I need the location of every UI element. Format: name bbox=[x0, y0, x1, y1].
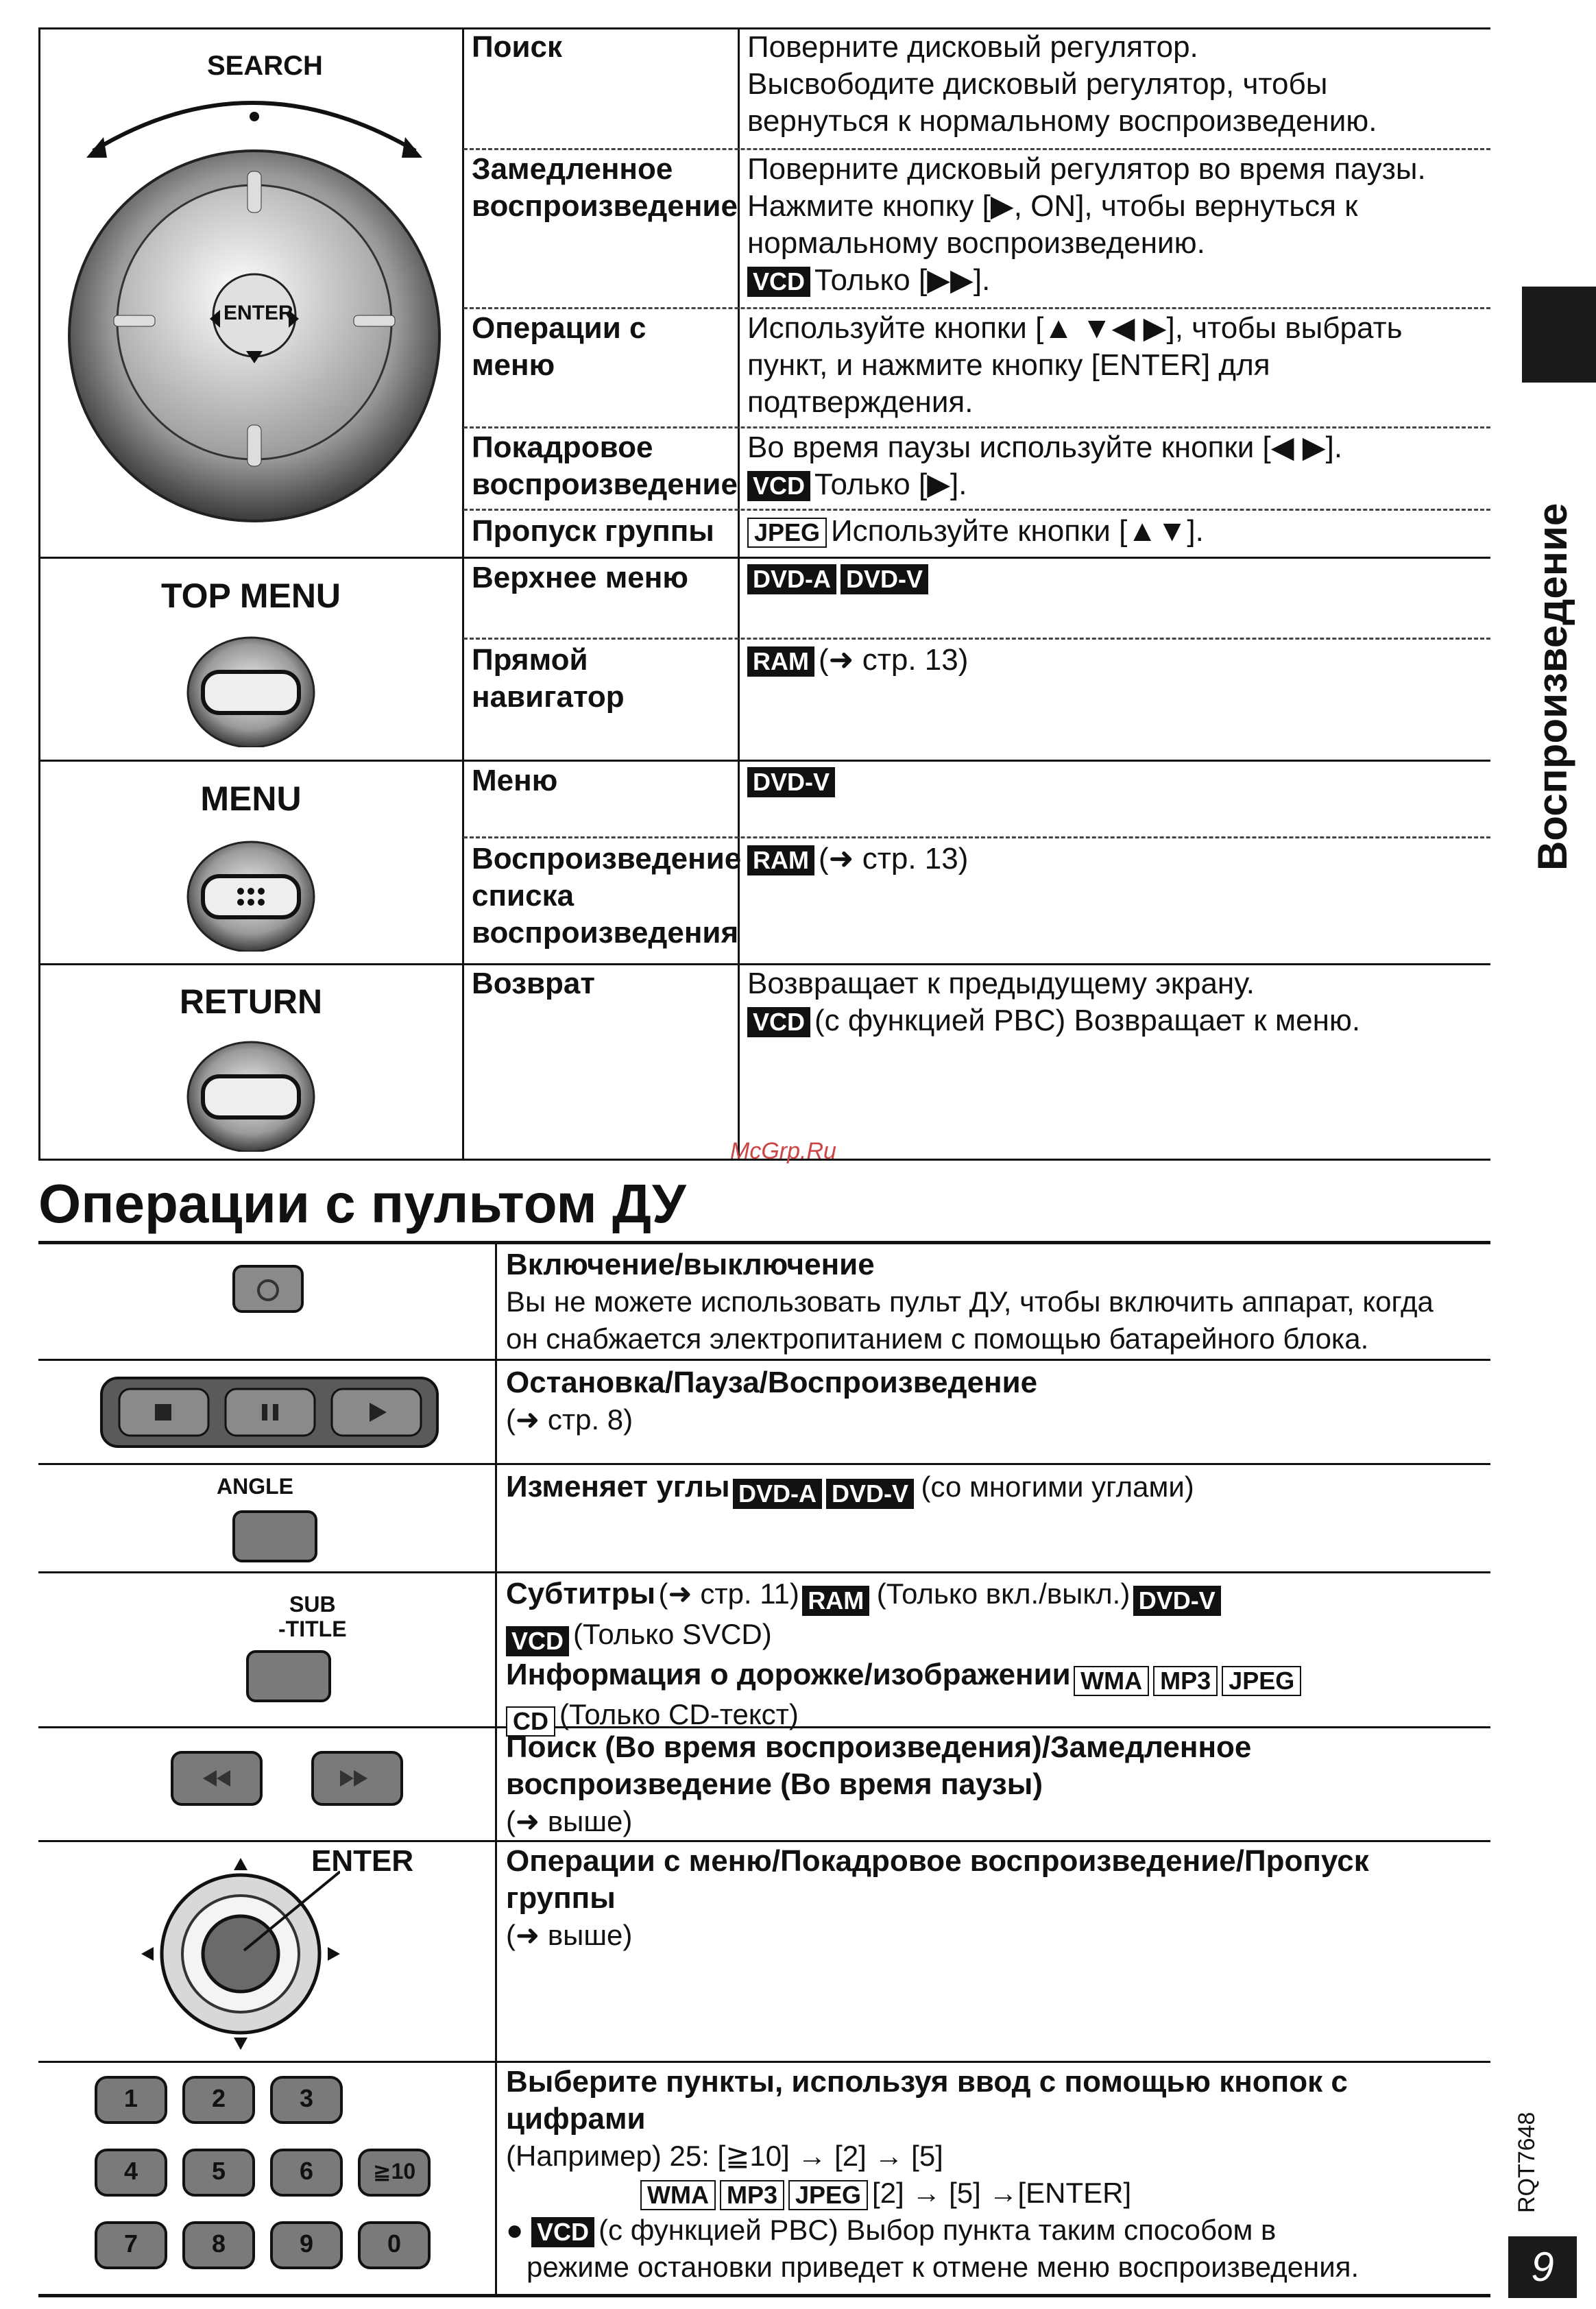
subtitle-svcd-note: (Только SVCD) bbox=[573, 1617, 772, 1650]
enter-button-caption: ENTER bbox=[223, 302, 293, 324]
desc-line: Используйте кнопки [▲ ▼◀ ▶], чтобы выбрать bbox=[747, 311, 1403, 345]
desc-group-skip bbox=[747, 513, 1204, 550]
key-label: ≧10 bbox=[372, 2159, 416, 2184]
return-caption: RETURN bbox=[179, 982, 323, 1021]
stop-pause-play-buttons[interactable] bbox=[99, 1375, 442, 1451]
ram-badge: RAM bbox=[802, 1586, 869, 1616]
return-button[interactable] bbox=[182, 1035, 319, 1152]
desc-text: (➜ стр. 13) bbox=[818, 643, 969, 677]
key-label: 9 bbox=[299, 2229, 314, 2258]
desc-line: нормальному воспроизведению. bbox=[747, 226, 1205, 260]
numeric-cell bbox=[506, 2064, 1486, 2286]
table-bottom-border bbox=[38, 2294, 1490, 2297]
num-example-2: [2] → [5] →[ENTER] bbox=[872, 2177, 1132, 2209]
desc-slow bbox=[747, 151, 1426, 299]
desc-line: пункт, и нажмите кнопку [ENTER] для bbox=[747, 348, 1270, 382]
label-menu: Меню bbox=[472, 764, 558, 797]
label-direct-navigator bbox=[472, 642, 625, 716]
menu-ops-cell bbox=[506, 1843, 1369, 1954]
numeric-key-1[interactable] bbox=[93, 2075, 169, 2130]
power-cell bbox=[506, 1246, 1434, 1357]
angle-title: Изменяет углы bbox=[506, 1470, 730, 1503]
ram-badge: RAM bbox=[747, 845, 814, 875]
mp3-badge: MP3 bbox=[720, 2180, 784, 2210]
desc-frame bbox=[747, 429, 1342, 503]
subtitle-ref: (➜ стр. 11) bbox=[658, 1577, 799, 1610]
search-title-line: Поиск (Во время воспроизведения)/Замедленное bbox=[506, 1730, 1252, 1764]
search-button-caption: SEARCH bbox=[200, 51, 330, 82]
key-label: 0 bbox=[387, 2229, 402, 2258]
search-skip-buttons[interactable] bbox=[169, 1745, 409, 1814]
numeric-key-10plus[interactable] bbox=[356, 2147, 432, 2203]
key-label: 1 bbox=[123, 2084, 138, 2112]
caption-line: -TITLE bbox=[278, 1617, 347, 1641]
row-divider bbox=[38, 1359, 1490, 1361]
ops-ref: (➜ выше) bbox=[506, 1919, 633, 1951]
col-divider bbox=[462, 27, 464, 1160]
angle-note: (со многими углами) bbox=[921, 1471, 1194, 1503]
dvd-a-badge: DVD-A bbox=[733, 1479, 822, 1509]
vcd-badge: VCD bbox=[747, 267, 810, 297]
search-ref: (➜ выше) bbox=[506, 1805, 633, 1837]
desc-text: Только [▶]. bbox=[814, 468, 967, 501]
label-line: меню bbox=[472, 348, 555, 382]
key-label: 7 bbox=[123, 2229, 138, 2258]
label-slow bbox=[472, 151, 738, 225]
dashed-divider bbox=[463, 148, 1490, 150]
row-divider bbox=[38, 1840, 1490, 1842]
num-example-2-row bbox=[506, 2175, 1486, 2212]
dvd-v-badge: DVD-V bbox=[1133, 1586, 1221, 1616]
desc-menu bbox=[747, 762, 839, 799]
vcd-badge: VCD bbox=[531, 2217, 594, 2247]
jpeg-badge: JPEG bbox=[747, 518, 827, 548]
col-divider bbox=[738, 27, 740, 1160]
subtitle-button[interactable] bbox=[244, 1648, 333, 1706]
num-pbc-2: режиме остановки приведет к отмене меню воспроизведения. bbox=[527, 2251, 1359, 2283]
label-line: Операции с bbox=[472, 311, 646, 345]
subtitle-button-caption bbox=[278, 1592, 347, 1641]
desc-text: (с функцией PBC) Возвращает к меню. bbox=[814, 1004, 1361, 1037]
desc-search bbox=[747, 29, 1377, 140]
info-cd-note: (Только CD-текст) bbox=[559, 1698, 799, 1731]
label-line: Воспроизведение bbox=[472, 842, 742, 875]
label-frame bbox=[472, 429, 738, 503]
top-menu-caption: TOP MENU bbox=[160, 577, 341, 615]
numeric-key-0[interactable] bbox=[356, 2220, 432, 2275]
row-divider bbox=[38, 760, 1490, 762]
top-menu-button[interactable] bbox=[182, 631, 319, 747]
desc-text: Только [▶▶]. bbox=[814, 263, 991, 297]
label-line: воспроизведения bbox=[472, 916, 739, 950]
desc-line: Во время паузы используйте кнопки [◀ ▶]. bbox=[747, 431, 1343, 464]
label-playlist bbox=[472, 841, 741, 952]
label-line: Замедленное bbox=[472, 152, 673, 186]
subtitle-cell bbox=[506, 1575, 1479, 1737]
caption-line: SUB bbox=[289, 1592, 336, 1617]
dashed-divider bbox=[463, 426, 1490, 428]
numeric-key-5[interactable] bbox=[181, 2147, 256, 2203]
mp3-badge: MP3 bbox=[1153, 1666, 1218, 1696]
dashed-divider bbox=[463, 307, 1490, 309]
row-divider bbox=[38, 1571, 1490, 1573]
wma-badge: WMA bbox=[640, 2180, 716, 2210]
row-divider bbox=[38, 1463, 1490, 1465]
label-search: Поиск bbox=[472, 30, 563, 64]
angle-button[interactable] bbox=[230, 1508, 319, 1566]
ops-title-line: группы bbox=[506, 1881, 616, 1915]
num-pbc-row: ● VCD (с функцией PBC) Выбор пункта таким способом в bbox=[506, 2214, 1277, 2246]
info-title: Информация о дорожке/изображении bbox=[506, 1657, 1071, 1691]
dashed-divider bbox=[463, 836, 1490, 838]
key-label: 3 bbox=[299, 2084, 314, 2112]
numeric-key-3[interactable] bbox=[269, 2075, 344, 2130]
desc-top-menu bbox=[747, 559, 932, 596]
desc-menu-ops bbox=[747, 310, 1403, 421]
desc-line: Высвободите дисковый регулятор, чтобы bbox=[747, 67, 1328, 101]
num-example: (Например) 25: [≧10] → [2] → [5] bbox=[506, 2140, 943, 2172]
key-label: 2 bbox=[211, 2084, 226, 2112]
numeric-key-7[interactable] bbox=[93, 2220, 169, 2275]
label-line: Покадровое bbox=[472, 431, 653, 464]
vcd-badge: VCD bbox=[747, 471, 810, 501]
side-tab-block bbox=[1522, 287, 1596, 383]
power-desc-line: Вы не можете использовать пульт ДУ, чтобы включить аппарат, когда bbox=[506, 1285, 1434, 1318]
subtitle-title: Субтитры bbox=[506, 1577, 656, 1610]
power-title: Включение/выключение bbox=[506, 1248, 875, 1281]
dashed-divider bbox=[463, 509, 1490, 511]
power-desc-line: он снабжается электропитанием с помощью батарейного блока. bbox=[506, 1322, 1369, 1355]
label-group-skip: Пропуск группы bbox=[472, 514, 714, 548]
desc-return bbox=[747, 965, 1360, 1039]
angle-cell bbox=[506, 1468, 1194, 1509]
ram-badge: RAM bbox=[747, 646, 814, 677]
desc-line: Возвращает к предыдущему экрану. bbox=[747, 967, 1255, 1000]
search-title-line: воспроизведение (Во время паузы) bbox=[506, 1767, 1043, 1801]
dvd-v-badge: DVD-V bbox=[841, 564, 928, 594]
table-top-border bbox=[38, 1241, 1490, 1244]
watermark: McGrp.Ru bbox=[730, 1138, 836, 1164]
desc-line bbox=[747, 466, 1342, 503]
document-code: RQT7648 bbox=[1514, 2112, 1540, 2213]
stop-title: Остановка/Пауза/Воспроизведение bbox=[506, 1366, 1038, 1399]
menu-button[interactable] bbox=[182, 835, 319, 952]
key-label: 4 bbox=[123, 2157, 138, 2185]
desc-direct-navigator bbox=[747, 642, 968, 679]
label-line: списка bbox=[472, 879, 575, 912]
desc-line: Поверните дисковый регулятор. bbox=[747, 30, 1198, 64]
vcd-badge: VCD bbox=[506, 1626, 569, 1656]
ops-title-line: Операции с меню/Покадровое воспроизведение/Пропуск bbox=[506, 1844, 1369, 1878]
stop-cell bbox=[506, 1364, 1037, 1438]
subtitle-ram-note: (Только вкл./выкл.) bbox=[876, 1577, 1130, 1610]
side-tab-label: Воспроизведение bbox=[1530, 503, 1575, 871]
numeric-key-9[interactable] bbox=[269, 2220, 344, 2275]
label-line: Прямой bbox=[472, 643, 588, 677]
row-divider bbox=[38, 2061, 1490, 2063]
dashed-divider bbox=[463, 638, 1490, 640]
numeric-key-4[interactable] bbox=[93, 2147, 169, 2203]
desc-playlist bbox=[747, 841, 968, 878]
label-top-menu: Верхнее меню bbox=[472, 561, 688, 594]
desc-line: подтверждения. bbox=[747, 385, 974, 419]
jpeg-badge: JPEG bbox=[1222, 1666, 1301, 1696]
col-divider bbox=[495, 1241, 497, 2295]
table-left-border bbox=[38, 27, 40, 1160]
desc-line bbox=[747, 262, 1426, 299]
wma-badge: WMA bbox=[1074, 1666, 1149, 1696]
key-label: 6 bbox=[299, 2157, 314, 2185]
label-line: воспроизведение bbox=[472, 189, 738, 223]
desc-line bbox=[747, 1002, 1360, 1039]
label-line: воспроизведение bbox=[472, 468, 738, 501]
numeric-key-2[interactable] bbox=[181, 2075, 256, 2130]
enter-button-caption: ENTER bbox=[311, 1844, 414, 1878]
num-pbc: (с функцией PBC) Выбор пункта таким способом в bbox=[598, 2214, 1277, 2246]
angle-button-caption: ANGLE bbox=[217, 1474, 293, 1499]
numeric-key-8[interactable] bbox=[181, 2220, 256, 2275]
page-number: 9 bbox=[1508, 2236, 1577, 2298]
label-return: Возврат bbox=[472, 967, 595, 1000]
num-title-line: Выберите пункты, используя ввод с помощью кнопок с bbox=[506, 2065, 1348, 2099]
cd-badge: CD bbox=[506, 1706, 555, 1737]
remote-section-title: Операции с пультом ДУ bbox=[38, 1173, 686, 1234]
power-button[interactable] bbox=[230, 1263, 306, 1318]
jpeg-badge: JPEG bbox=[788, 2180, 868, 2210]
desc-text: Используйте кнопки [▲▼]. bbox=[831, 514, 1204, 548]
desc-line: вернуться к нормальному воспроизведению. bbox=[747, 104, 1377, 138]
key-label: 5 bbox=[211, 2157, 226, 2185]
label-menu-ops bbox=[472, 310, 646, 384]
menu-caption: MENU bbox=[200, 779, 302, 818]
desc-line: Поверните дисковый регулятор во время паузы. bbox=[747, 152, 1426, 186]
enter-dial[interactable] bbox=[134, 1851, 340, 2057]
desc-text: (➜ стр. 13) bbox=[818, 842, 969, 875]
label-line: навигатор bbox=[472, 680, 625, 714]
jog-dial-illustration bbox=[52, 41, 457, 535]
dvd-a-badge: DVD-A bbox=[747, 564, 836, 594]
vcd-badge: VCD bbox=[747, 1007, 810, 1037]
num-title-line: цифрами bbox=[506, 2102, 646, 2136]
desc-line: Нажмите кнопку [▶, ON], чтобы вернуться к bbox=[747, 189, 1358, 223]
dvd-v-badge: DVD-V bbox=[747, 767, 835, 797]
stop-ref: (➜ стр. 8) bbox=[506, 1403, 633, 1436]
numeric-key-6[interactable] bbox=[269, 2147, 344, 2203]
key-label: 8 bbox=[211, 2229, 226, 2258]
search-cell bbox=[506, 1729, 1251, 1840]
row-divider bbox=[38, 557, 1490, 559]
dvd-v-badge: DVD-V bbox=[826, 1479, 914, 1509]
